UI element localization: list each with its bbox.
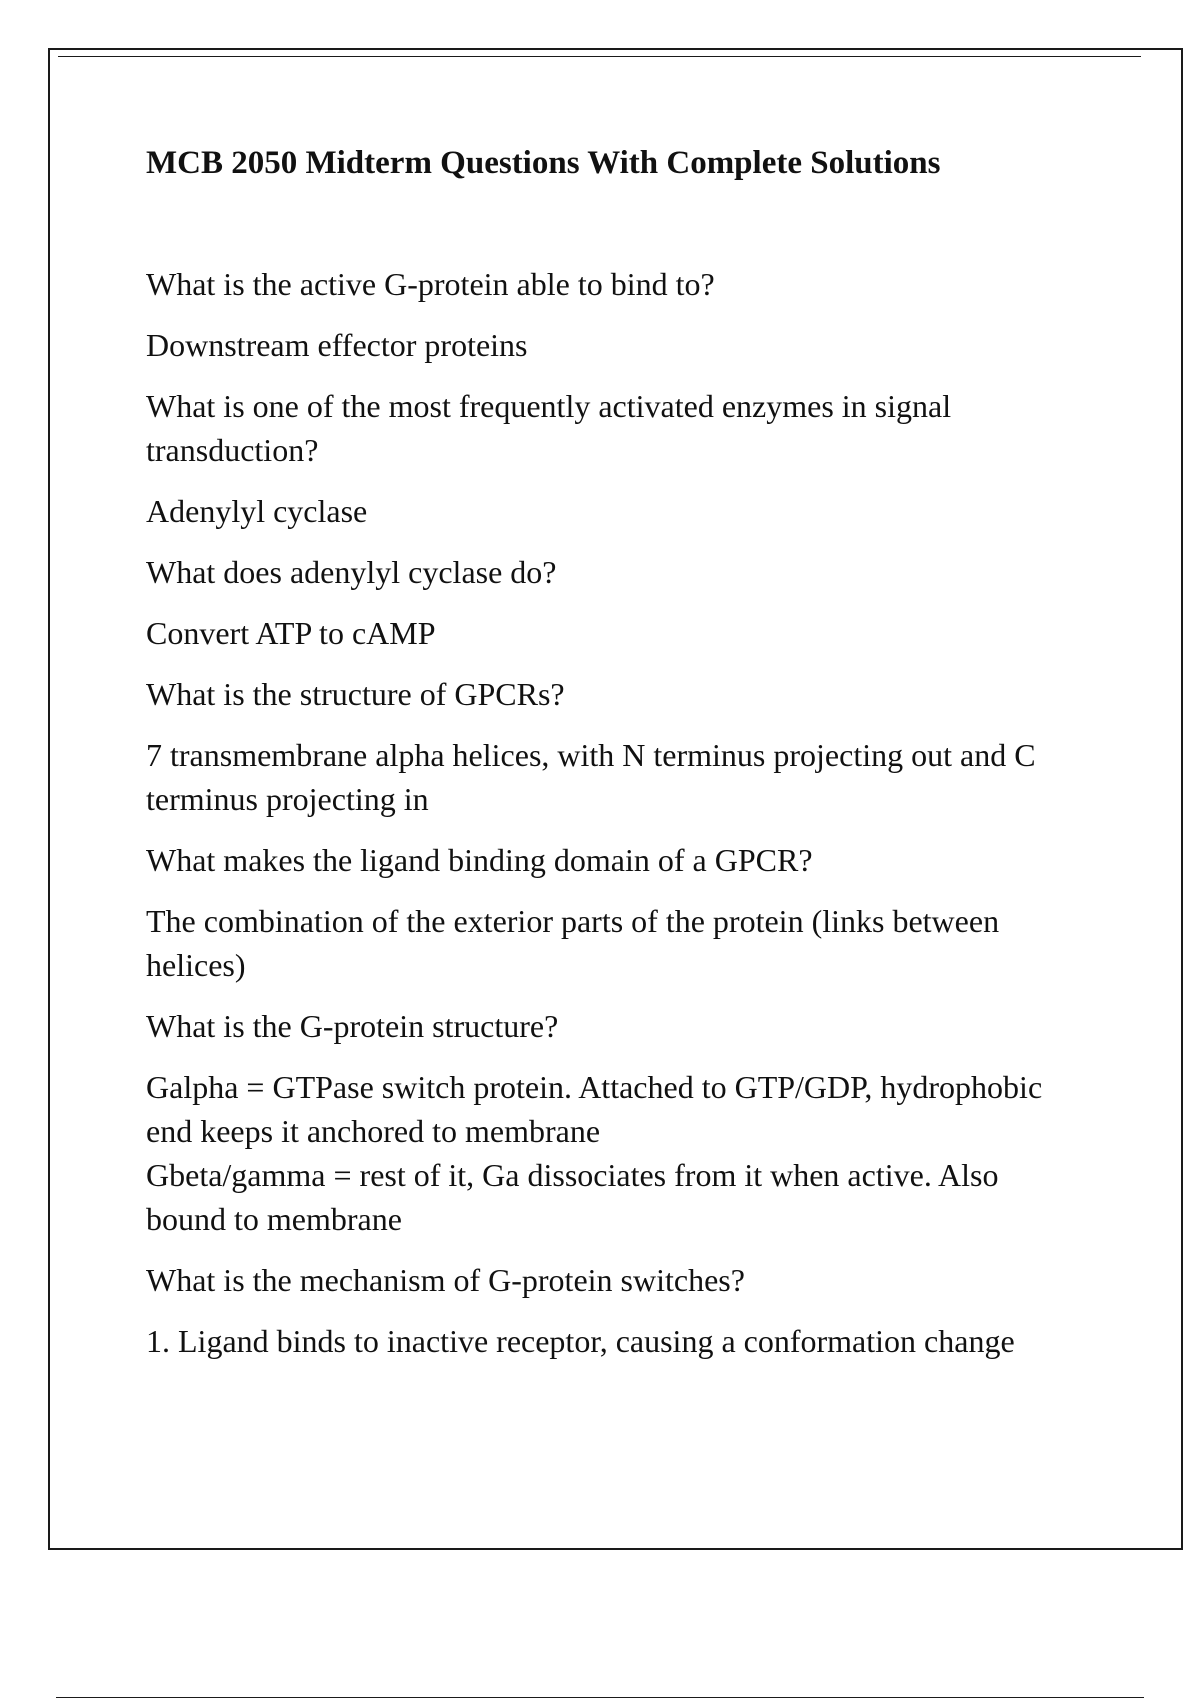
answer-1: Downstream effector proteins <box>146 327 528 363</box>
question-2: What is one of the most frequently activated enzymes in signal transduction? <box>146 388 952 468</box>
document-title: MCB 2050 Midterm Questions With Complete Solutions <box>146 145 941 181</box>
answer-5: The combination of the exterior parts of the protein (links between helices) <box>146 903 1000 983</box>
question-4: What is the structure of GPCRs? <box>146 676 565 712</box>
question-3: What does adenylyl cyclase do? <box>146 554 557 590</box>
question-7: What is the mechanism of G-protein switches? <box>146 1262 745 1298</box>
answer-6: Galpha = GTPase switch protein. Attached to GTP/GDP, hydrophobic end keeps it anchored to membrane Gbeta/gamma = rest of it, Ga dissociates from it when active. Also bound to membrane <box>146 1069 1043 1237</box>
top-rule <box>58 56 1141 57</box>
answer-4: 7 transmembrane alpha helices, with N terminus projecting out and C terminus projecting in <box>146 737 1036 817</box>
answer-7: 1. Ligand binds to inactive receptor, causing a conformation change <box>146 1323 1015 1359</box>
bottom-rule <box>56 1697 1144 1698</box>
document-content <box>146 142 1076 1380</box>
question-6: What is the G-protein structure? <box>146 1008 559 1044</box>
answer-2: Adenylyl cyclase <box>146 493 368 529</box>
answer-3: Convert ATP to cAMP <box>146 615 436 651</box>
question-1: What is the active G-protein able to bind to? <box>146 266 715 302</box>
question-5: What makes the ligand binding domain of a GPCR? <box>146 842 813 878</box>
